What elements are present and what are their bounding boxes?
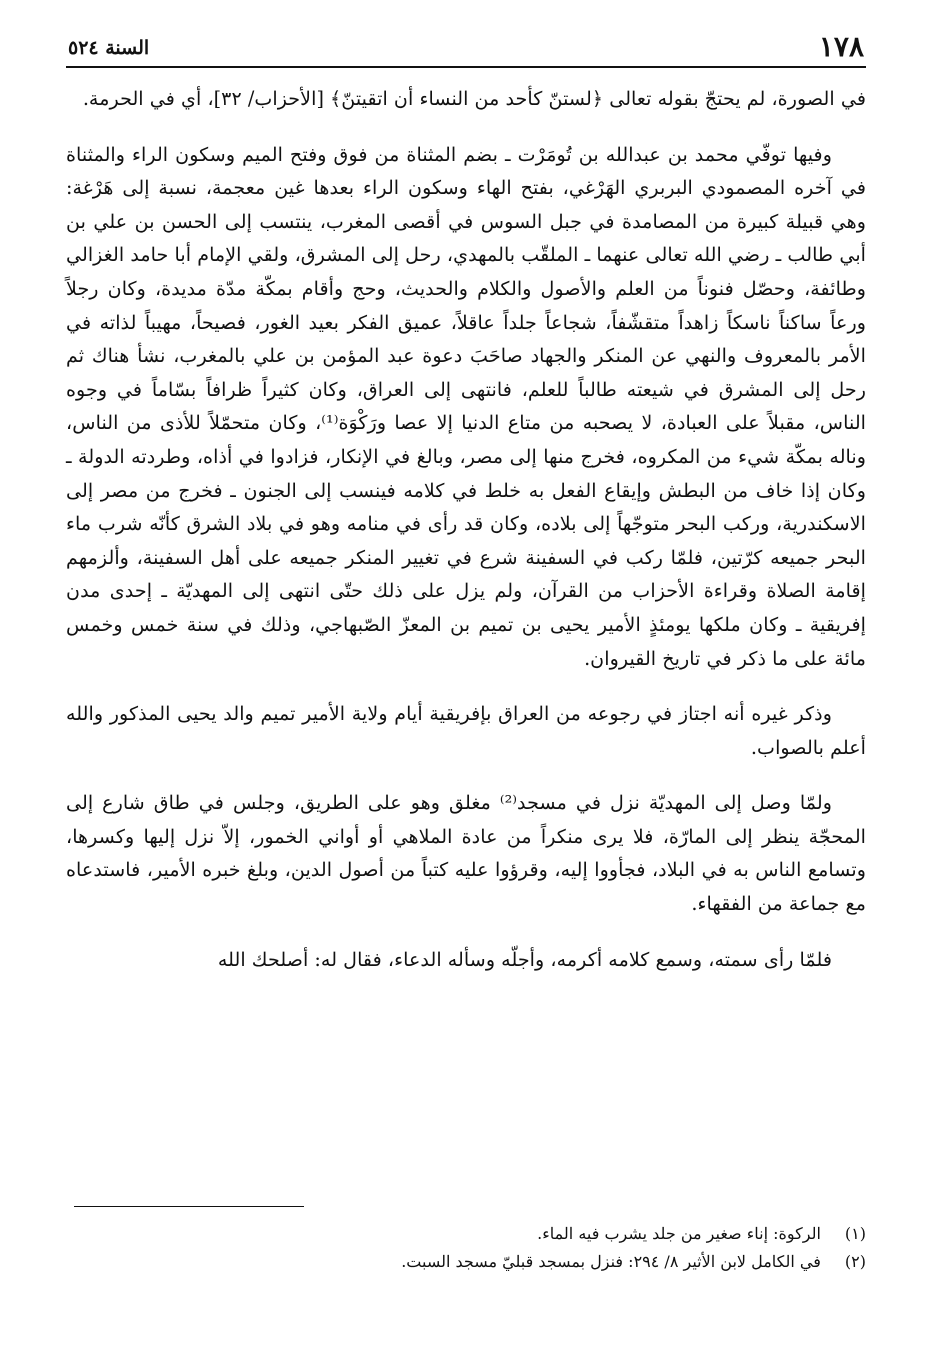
paragraph: وفيها توفّي محمد بن عبدالله بن تُومَرْت ـ بضم المثناة من فوق وفتح الميم وسكون الراء والمثناة في آخره المصمودي البربري الهَرْغي، بفتح الهاء وسكون الراء بعدها غين معجمة، نسبة إلى هَرْغة: وهي قبيلة كبيرة من المصامدة في جبل السوس في أقصى المغرب، ينتسب إلى الحسن بن علي بن أبي طالب ـ رضي الله تعالى عنهما ـ الملقّب بالمهدي، رحل إلى المشرق، ولقي الإمام أبا حامد الغزالي وطائفة، وحصّل فنوناً من العلم والأصول والكلام والحديث، وحج وأقام بمكّة مدّة مديدة، وكان رجلاً ورعاً ساكناً ناسكاً زاهداً متقشّفاً، شجاعاً جلداً عاقلاً، عميق الفكر بعيد الغور، فصيحاً، مهيباً لذاته في الأمر بالمعروف والنهي عن المنكر والجهاد صاحَبَ دعوة عبد المؤمن بن علي بالمغرب، نشأ هناك ثم رحل إلى المشرق في شيعته طالباً للعلم، فانتهى إلى العراق، وكان كثيراً ظرافاً بسّاماً في وجوه الناس، مقبلاً على العبادة، لا يصحبه من متاع الدنيا إلا عصا ورَكْوَة⁽¹⁾، وكان متحمّلاً للأذى من الناس، وناله بمكّة شيء من المكروه، فخرج منها إلى مصر، وبالغ في الإنكار، فزادوا في أذاه، وطردته الدولة ـ وكان إذا خاف من البطش وإيقاع الفعل به خلط في كلامه فينسب إلى الجنون ـ فخرج من مصر إلى الاسكندرية، وركب البحر متوجّهاً إلى بلاده، وكان قد رأى في منامه وهو في بلاد الشرق كأنّه شرب ماء البحر جميعه كرّتين، فلمّا ركب في السفينة شرع في تغيير المنكر جميعه على أهل السفينة، وألزمهم إقامة الصلاة وقراءة الأحزاب من القرآن، ولم يزل على ذلك حتّى انتهى إلى المهديّة ـ إحدى مدن إفريقية ـ وكان ملكها يومئذٍ الأمير يحيى بن تميم بن المعزّ الصّبهاجي، وذلك في سنة خمس وخمس مائة على ما ذكر في تاريخ القيروان. — [66, 142, 866, 670]
footnote-1 — [66, 1220, 866, 1248]
page-number: ١٧٨ — [818, 30, 864, 63]
footnote-number: (٢) — [844, 1252, 866, 1271]
book-page — [66, 30, 866, 1340]
main-text — [66, 82, 866, 976]
footnote-number: (١) — [844, 1224, 866, 1243]
footnotes — [66, 1220, 866, 1276]
footnote-2 — [66, 1248, 866, 1276]
running-head-year: السنة ٥٢٤ — [68, 37, 150, 59]
paragraph: ولمّا وصل إلى المهديّة نزل في مسجد⁽²⁾ مغلق وهو على الطريق، وجلس في طاق شارع إلى المحجّة ينظر إلى المارّة، فلا يرى منكراً من عادة الملاهي أو أواني الخمور، إلاّ نزل إليها وكسرها، وتسامع الناس به في البلاد، فجأووا إليه، وقرؤوا عليه كتباً من أصول الدين، وبلغ خبره الأمير، فاستدعاه مع جماعة من الفقهاء. — [66, 791, 866, 916]
footnote-divider — [74, 1206, 304, 1207]
page-header — [66, 30, 866, 68]
footnote-text: الركوة: إناء صغير من جلد يشرب فيه الماء. — [537, 1224, 821, 1243]
paragraph: وذكر غيره أنه اجتاز في رجوعه من العراق بإفريقية أيام ولاية الأمير تميم والد يحيى المذكور والله أعلم بالصواب. — [66, 702, 866, 759]
footnote-text: في الكامل لابن الأثير ٨/ ٢٩٤: فنزل بمسجد قبليّ مسجد السبت. — [401, 1252, 821, 1271]
paragraph: في الصورة، لم يحتجّ بقوله تعالى ﴿لستنّ كأحد من النساء أن اتقيتنّ﴾ [الأحزاب/ ٣٢]، أي في الحرمة. — [82, 87, 866, 110]
paragraph: فلمّا رأى سمته، وسمع كلامه أكرمه، وأجلّه وسأله الدعاء، فقال له: أصلحك الله — [217, 947, 832, 971]
